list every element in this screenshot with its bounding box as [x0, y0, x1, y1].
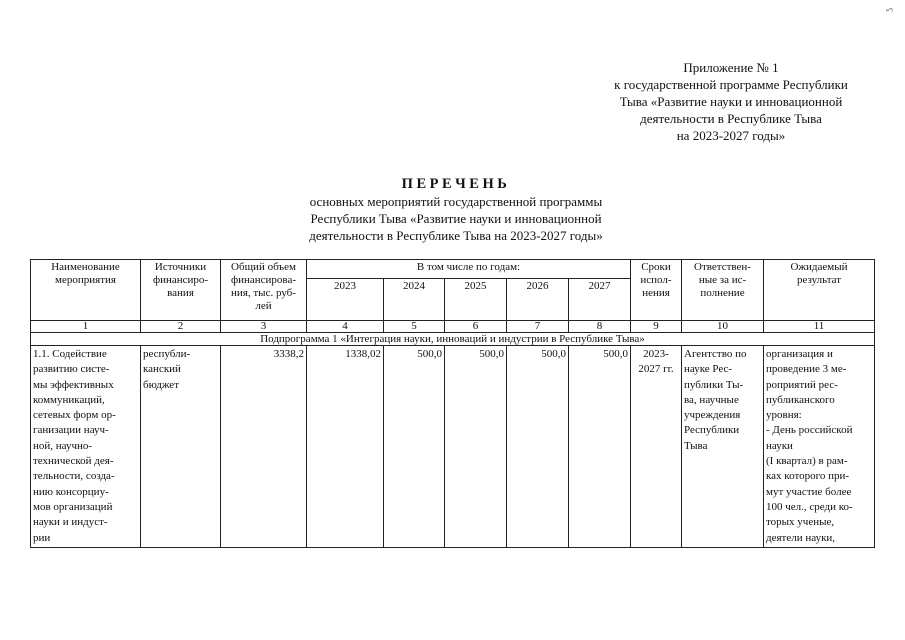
appendix-line: деятельности в Республике Тыва: [640, 111, 822, 126]
measure-name-cell: 1.1. Содействие развитию систе- мы эффективных коммуникаций, сетевых форм ор- ганизации науч- ной, научно- технической дея- тельности, созда- нию консорциу- мов организаций науки и индуст- рии: [31, 346, 141, 548]
document-title: [236, 175, 676, 244]
column-number: 5: [384, 321, 445, 333]
amount-2023-cell: 1338,02: [307, 346, 384, 548]
column-number: 9: [631, 321, 682, 333]
column-number: 6: [445, 321, 507, 333]
total-amount-cell: 3338,2: [221, 346, 307, 548]
header-deadline: Сроки испол- нения: [631, 260, 682, 321]
header-years-group: В том числе по годам:: [307, 260, 631, 279]
title-subtitle: [236, 193, 676, 244]
header-name: Наименование мероприятия: [31, 260, 141, 321]
header-year-2025: 2025: [445, 279, 507, 321]
column-number: 7: [507, 321, 569, 333]
column-number: 4: [307, 321, 384, 333]
header-total: Общий объем финансирова- ния, тыс. руб- лей: [221, 260, 307, 321]
title-main: ПЕРЕЧЕНЬ: [401, 176, 511, 192]
subtitle-line: деятельности в Республике Тыва на 2023-2027 годы»: [309, 228, 603, 243]
amount-2025-cell: 500,0: [445, 346, 507, 548]
appendix-header: [560, 59, 902, 144]
deadline-cell: 2023- 2027 гг.: [631, 346, 682, 548]
column-number: 8: [569, 321, 631, 333]
appendix-line: Тыва «Развитие науки и инновационной: [619, 94, 843, 109]
header-result: Ожидаемый результат: [764, 260, 875, 321]
appendix-line: на 2023-2027 годы»: [676, 128, 786, 143]
header-responsible: Ответствен- ные за ис- полнение: [682, 260, 764, 321]
column-number: 11: [764, 321, 875, 333]
appendix-line: к государственной программе Республики: [614, 77, 848, 92]
amount-2026-cell: 500,0: [507, 346, 569, 548]
responsible-cell: Агентство по науке Рес- публики Ты- ва, научные учреждения Республики Тыва: [682, 346, 764, 548]
column-number-row: [31, 321, 875, 333]
column-number: 2: [141, 321, 221, 333]
header-year-2026: 2026: [507, 279, 569, 321]
subtitle-line: Республики Тыва «Развитие науки и инновационной: [310, 211, 602, 226]
column-number: 3: [221, 321, 307, 333]
table-row: [31, 346, 875, 548]
header-year-2027: 2027: [569, 279, 631, 321]
expected-result-cell: организация и проведение 3 ме- роприятий рес- публиканского уровня: - День российской науки (I квартал) в рам- ках которого при- мут участие более 100 чел., среди ко- торых ученые, деятели науки,: [764, 346, 875, 548]
header-year-2024: 2024: [384, 279, 445, 321]
header-year-2023: 2023: [307, 279, 384, 321]
measures-table: [30, 259, 875, 548]
page-corner-mark: ʕ: [884, 8, 894, 12]
amount-2027-cell: 500,0: [569, 346, 631, 548]
funding-source-cell: республи- канский бюджет: [141, 346, 221, 548]
subtitle-line: основных мероприятий государственной программы: [309, 194, 603, 209]
column-number: 10: [682, 321, 764, 333]
subprogram-heading: Подпрограмма 1 «Интеграция науки, инноваций и индустрии в Республике Тыва»: [31, 333, 875, 346]
column-number: 1: [31, 321, 141, 333]
amount-2024-cell: 500,0: [384, 346, 445, 548]
appendix-line: Приложение № 1: [683, 60, 779, 75]
header-sources: Источники финансиро- вания: [141, 260, 221, 321]
